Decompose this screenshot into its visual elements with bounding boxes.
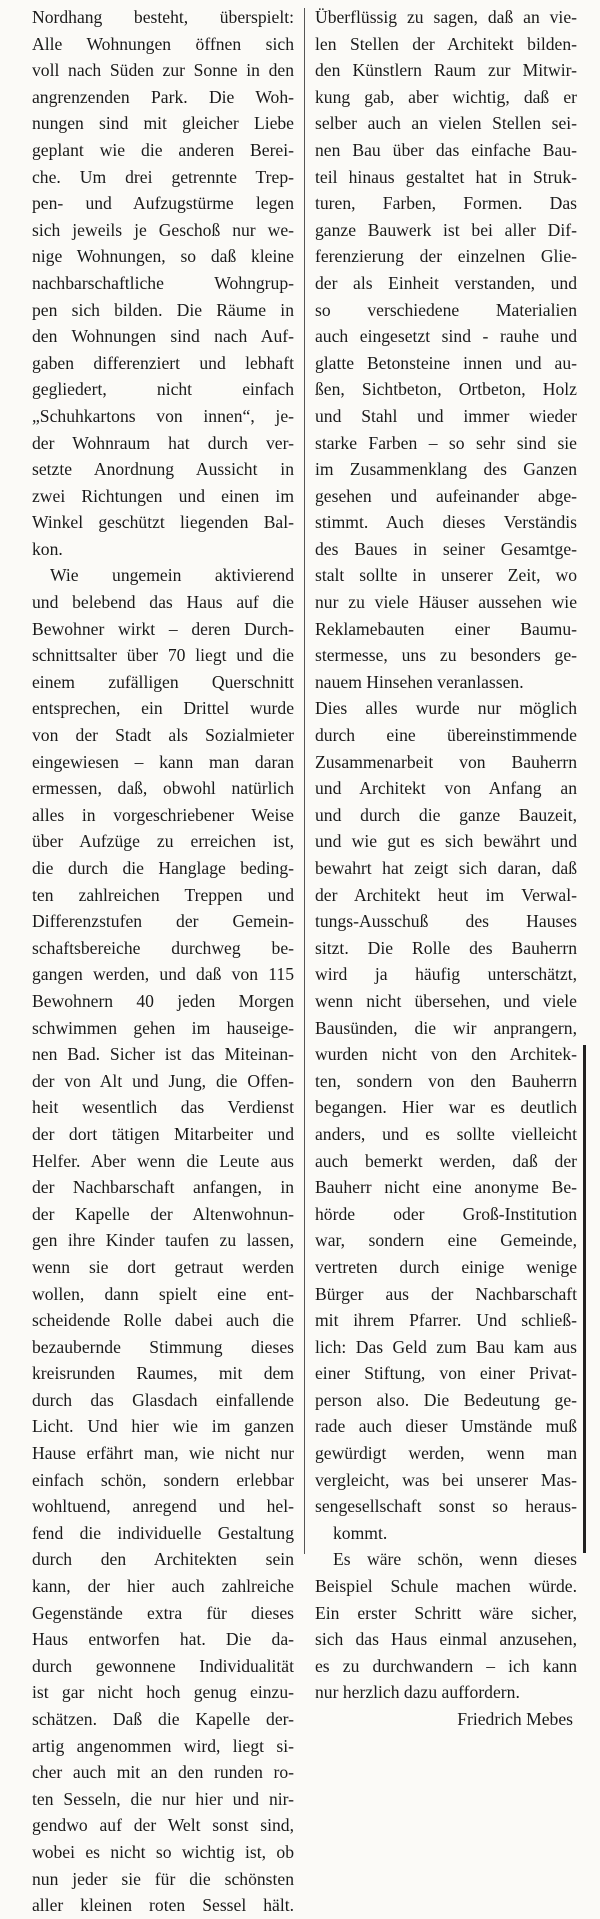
text-line: len Stellen der Architekt bilden-	[315, 33, 577, 54]
text-line: ganze Bauwerk ist bei aller Dif-	[315, 219, 577, 240]
text-line: hörde oder Groß-Institution	[315, 1203, 577, 1224]
margin-bar	[583, 1045, 586, 1553]
text-line: kommt.	[333, 1522, 388, 1543]
text-line: gegliedert, nicht einfach	[32, 379, 294, 400]
text-line: mit ihrem Pfarrer. Und schließ-	[315, 1310, 577, 1331]
text-line: der Nachbarschaft anfangen, in	[32, 1177, 294, 1198]
text-line: sich jeweils je Geschoß nur we-	[32, 219, 294, 240]
text-column-left	[32, 4, 294, 1919]
text-line: che. Um drei getrennte Trep-	[32, 166, 294, 187]
text-line: der als Einheit verstanden, und	[315, 272, 577, 293]
text-line: nur herzlich dazu auffordern.	[315, 1682, 520, 1703]
text-line: pen- und Aufzugstürme legen	[32, 193, 294, 214]
text-line: ten zahlreichen Treppen und	[32, 884, 294, 905]
text-line: Dies alles wurde nur möglich	[315, 698, 577, 719]
text-line: gangen werden, und daß von 115	[32, 964, 294, 985]
text-line: der Wohnraum hat durch ver-	[32, 432, 294, 453]
text-line: schätzen. Daß die Kapelle der-	[32, 1709, 294, 1729]
text-line: scheidende Rolle dabei auch die	[32, 1310, 294, 1331]
text-line: vergleicht, was bei unserer Mas-	[315, 1469, 577, 1490]
text-line: nungen sind mit gleicher Liebe	[32, 113, 294, 134]
text-line: Bewohnern 40 jeden Morgen	[32, 990, 294, 1011]
text-line: begangen. Hier war es deutlich	[315, 1097, 577, 1118]
text-line: schnittsalter über 70 liegt und die	[32, 645, 294, 666]
text-line: nachbarschaftliche Wohngrup-	[32, 272, 294, 293]
text-line: Bewohner wirkt – deren Durch-	[32, 618, 294, 639]
text-line: die durch die Hanglage beding-	[32, 858, 294, 878]
text-line: Beispiel Schule machen würde.	[315, 1576, 577, 1597]
text-line: stermesse, uns zu besonders ge-	[315, 645, 577, 666]
text-line: und durch die ganze Bauzeit,	[315, 804, 577, 825]
text-line: durch gewonnene Individualität	[32, 1655, 294, 1676]
text-line: ist gar nicht hoch genug einzu-	[32, 1682, 294, 1703]
text-line: wenn nicht übersehen, und viele	[315, 990, 577, 1011]
text-line: tungs-Ausschuß des Hauses	[315, 911, 577, 932]
text-line: Bauherr nicht eine anonyme Be-	[315, 1177, 577, 1198]
text-line: Nordhang besteht, überspielt:	[32, 7, 294, 27]
text-line: kon.	[32, 538, 63, 559]
text-line: nur zu viele Häuser aussehen wie	[315, 592, 577, 613]
text-line: ten Sesseln, die nur hier und nir-	[32, 1788, 294, 1809]
text-line: wohltuend, anregend und hel-	[32, 1496, 294, 1517]
text-line: im Zusammenklang des Ganzen	[315, 459, 577, 480]
text-line: glatte Betonsteine innen und au-	[315, 352, 577, 373]
text-line: es zu durchwandern – ich kann	[315, 1655, 577, 1676]
text-line: wird ja häufig unterschätzt,	[315, 964, 577, 985]
text-line: einem zufälligen Querschnitt	[32, 671, 294, 692]
text-line: so verschiedene Materialien	[315, 299, 577, 320]
text-line: der von Alt und Jung, die Offen-	[32, 1070, 294, 1091]
text-line: lich: Das Geld zum Bau kam aus	[315, 1336, 577, 1357]
text-line: Winkel geschützt liegenden Bal-	[32, 512, 294, 533]
text-line: person also. Die Bedeutung ge-	[315, 1389, 577, 1410]
text-line: cher auch mit an den runden ro-	[32, 1762, 294, 1783]
text-line: einfach schön, sondern erlebbar	[32, 1469, 294, 1490]
text-line: nen Bad. Sicher ist das Miteinan-	[32, 1044, 294, 1065]
text-line: der dort tätigen Mitarbeiter und	[32, 1123, 294, 1144]
text-line: pen sich bilden. Die Räume in	[32, 299, 294, 320]
text-line: Hause erfährt man, wie nicht nur	[32, 1443, 294, 1464]
text-line: und Architekt von Anfang an	[315, 778, 577, 799]
text-line: selber auch an vielen Stellen sei-	[315, 113, 577, 134]
text-column-right	[315, 4, 577, 1733]
text-line: durch das Glasdach einfallende	[32, 1389, 294, 1410]
text-line: fend die individuelle Gestaltung	[32, 1522, 294, 1543]
text-line: turen, Farben, Formen. Das	[315, 193, 577, 214]
text-line: wobei es nicht so wichtig ist, ob	[32, 1841, 294, 1862]
text-line: alles in vorgeschriebener Weise	[32, 804, 294, 825]
text-line: sengesellschaft sonst so heraus-	[315, 1496, 577, 1517]
text-line: gaben differenziert und lebhaft	[32, 352, 294, 373]
text-line: Reklamebauten einer Baumu-	[315, 618, 577, 639]
author-signature: Friedrich Mebes	[457, 1709, 573, 1729]
text-line: auch eingesetzt sind - rauhe und	[315, 326, 577, 347]
text-line: durch den Architekten sein	[32, 1549, 294, 1570]
text-line: Bürger aus der Nachbarschaft	[315, 1283, 577, 1304]
text-line: Differenzstufen der Gemein-	[32, 911, 294, 932]
text-line: Alle Wohnungen öffnen sich	[32, 33, 294, 54]
text-line: Helfer. Aber wenn die Leute aus	[32, 1150, 294, 1171]
text-line: zwei Richtungen und einen im	[32, 485, 294, 506]
text-line: Zusammenarbeit von Bauherrn	[315, 751, 577, 772]
text-line: schaftsbereiche durchweg be-	[32, 937, 294, 958]
text-line: rade auch dieser Umstände muß	[315, 1416, 577, 1437]
text-line: Ein erster Schritt wäre sicher,	[315, 1602, 577, 1623]
text-line: „Schuhkartons von innen“, je-	[32, 405, 294, 426]
text-line: starke Farben – so sehr sind sie	[315, 432, 577, 453]
text-line: den Künstlern Raum zur Mitwir-	[315, 60, 577, 81]
text-line: teil hinaus gestaltet hat in Struk-	[315, 166, 577, 187]
text-line: artig angenommen wird, liegt si-	[32, 1735, 294, 1756]
text-line: sitzt. Die Rolle des Bauherrn	[315, 937, 577, 958]
text-line: bewahrt hat zeigt sich daran, daß	[315, 858, 577, 878]
text-line: nige Wohnungen, so daß kleine	[32, 246, 294, 267]
text-line: Überflüssig zu sagen, daß an vie-	[315, 7, 577, 27]
text-line: sich das Haus einmal anzusehen,	[315, 1629, 577, 1650]
text-line: und Stahl und immer wieder	[315, 405, 577, 426]
text-line: setzte Anordnung Aussicht in	[32, 459, 294, 480]
text-line: der Architekt heut im Verwal-	[315, 884, 577, 905]
text-line: gendwo auf der Welt sonst sind,	[32, 1815, 294, 1836]
text-line: des Baues in seiner Gesamtge-	[315, 538, 577, 559]
text-line: anders, und es sollte vielleicht	[315, 1123, 577, 1144]
text-line: ten, sondern von den Bauherrn	[315, 1070, 577, 1091]
text-line: Licht. Und hier wie im ganzen	[32, 1416, 294, 1437]
text-line: geplant wie die anderen Berei-	[32, 139, 294, 160]
text-line: und wie gut es sich bewährt und	[315, 831, 577, 852]
text-line: kann, der hier auch zahlreiche	[32, 1576, 294, 1597]
column-divider	[304, 8, 305, 1554]
text-line: kreisrunden Raumes, mit dem	[32, 1363, 294, 1384]
text-line: nen Bau über das einfache Bau-	[315, 139, 577, 160]
text-line: stimmt. Auch dieses Verständis	[315, 512, 577, 533]
text-line: wurden nicht von den Architek-	[315, 1044, 577, 1065]
text-line: Es wäre schön, wenn dieses	[333, 1549, 577, 1570]
text-line: den Wohnungen sind nach Auf-	[32, 326, 294, 347]
text-line: stalt sollte in unserer Zeit, wo	[315, 565, 577, 586]
text-line: entsprechen, ein Drittel wurde	[32, 698, 294, 719]
text-line: gewürdigt werden, wenn man	[315, 1443, 577, 1464]
text-line: ermessen, daß, obwohl natürlich	[32, 778, 294, 799]
text-line: war, sondern eine Gemeinde,	[315, 1230, 577, 1251]
text-line: voll nach Süden zur Sonne in den	[32, 60, 294, 81]
text-line: aller kleinen roten Sessel hält.	[32, 1895, 294, 1916]
text-line: und belebend das Haus auf die	[32, 592, 294, 613]
text-line: vertreten durch einige wenige	[315, 1256, 577, 1277]
text-line: durch eine übereinstimmende	[315, 725, 577, 746]
text-line: über Aufzüge zu erreichen ist,	[32, 831, 294, 852]
text-line: Haus entworfen hat. Die da-	[32, 1629, 294, 1650]
text-line: kung gab, aber wichtig, daß er	[315, 86, 577, 107]
text-line: auch bemerkt werden, daß der	[315, 1150, 577, 1171]
text-line: gen ihre Kinder taufen zu lassen,	[32, 1230, 294, 1251]
text-line: schwimmen gehen im hauseige-	[32, 1017, 294, 1038]
text-line: ßen, Sichtbeton, Ortbeton, Holz	[315, 379, 577, 400]
text-line: nun jeder sie für die schönsten	[32, 1868, 294, 1889]
text-line: gesehen und aufeinander abge-	[315, 485, 577, 506]
text-line: Gegenstände extra für dieses	[32, 1602, 294, 1623]
text-line: wenn sie dort getraut werden	[32, 1256, 294, 1277]
text-line: einer Stiftung, von einer Privat-	[315, 1363, 577, 1384]
text-line: nauem Hinsehen veranlassen.	[315, 671, 524, 692]
text-line: angrenzenden Park. Die Woh-	[32, 86, 294, 107]
text-line: wollen, dann spielt eine ent-	[32, 1283, 294, 1304]
text-line: von der Stadt als Sozialmieter	[32, 725, 294, 746]
text-line: der Kapelle der Altenwohnun-	[32, 1203, 294, 1224]
text-line: eingewiesen – kann man daran	[32, 751, 294, 772]
text-line: Wie ungemein aktivierend	[50, 565, 294, 586]
text-line: bezaubernde Stimmung dieses	[32, 1336, 294, 1357]
text-line: ferenzierung der einzelnen Glie-	[315, 246, 577, 267]
text-line: heit wesentlich das Verdienst	[32, 1097, 294, 1118]
text-line: Bausünden, die wir anprangern,	[315, 1017, 577, 1038]
